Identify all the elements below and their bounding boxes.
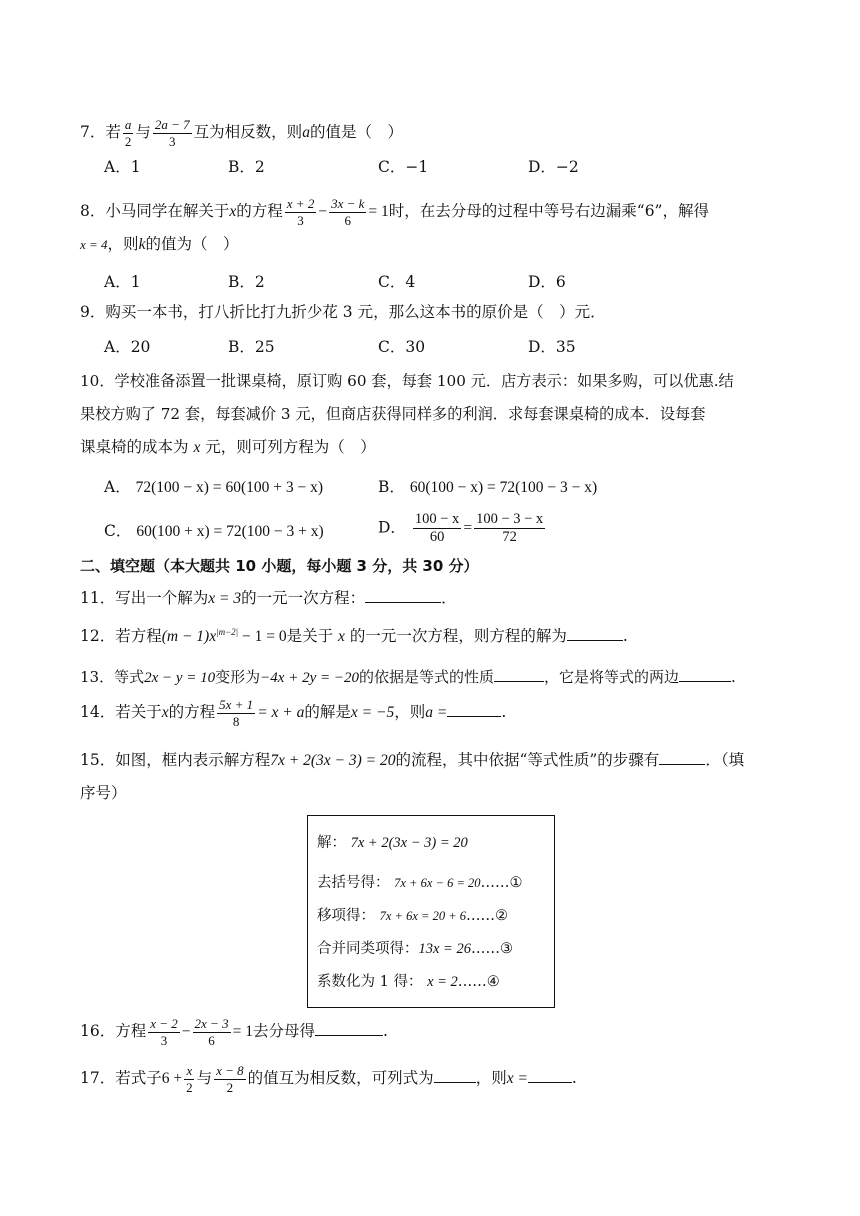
q10-option-a-label: A．: [104, 478, 131, 496]
q10-option-c: [104, 524, 324, 540]
question-11: [80, 588, 457, 607]
question-10-line2: 果校方购了 72 套，每套减价 3 元，但商店获得同样多的利润．求每套课桌椅的成本．设每套: [80, 405, 706, 423]
q17-answer-blank-2[interactable]: [528, 1068, 572, 1083]
q8-option-c: C．4: [378, 273, 416, 291]
q16-fraction-1: $\frac{x - 2}{3}$: [150, 1016, 178, 1048]
q10-line3-var: x: [193, 439, 201, 456]
q16-tail: 去分母得: [252, 1022, 315, 1041]
q12-lead: 12．若方程: [80, 627, 162, 645]
question-8-line2: [80, 237, 238, 253]
q17-lead: 17．若式子: [80, 1069, 162, 1088]
q15-line1-a: 15．如图，框内表示解方程: [80, 751, 271, 769]
q11-lead: 11．写出一个解为: [80, 589, 209, 607]
q12-answer-blank[interactable]: [567, 626, 623, 641]
question-17: [80, 1064, 577, 1094]
q8-line2-tail: ，则: [107, 235, 139, 253]
question-10-line1: 10．学校准备添置一批课桌椅，原订购 60 套，每套 100 元．店方表示：如果多购，可以优惠.结: [80, 372, 734, 390]
q16-eq: = 1: [232, 1023, 253, 1041]
q7-option-c: C．−1: [378, 158, 429, 176]
q14-fraction: $\frac{5x + 1}{8}$: [219, 697, 254, 729]
q17-six: 6 +: [161, 1070, 183, 1088]
box-line-5: [317, 975, 500, 990]
q12-eq: (m − 1)x: [161, 628, 217, 645]
question-16: [80, 1017, 388, 1047]
q14-tail: 的解是: [304, 703, 351, 722]
q7-var: a: [302, 124, 310, 142]
q13-end: .: [731, 668, 736, 686]
q14-var: x: [161, 704, 169, 722]
q12-tail2: 的一元一次方程，则方程的解为: [344, 627, 567, 645]
box-line-2-label: 去括号得：: [317, 875, 390, 891]
box-line-3-mark: ……②: [466, 908, 509, 924]
fraction-a-over-2: $\frac{a}{2}$: [124, 117, 132, 149]
box-line-5-mark: ……④: [457, 974, 500, 990]
q7-option-d: D．−2: [528, 158, 579, 176]
box-line-5-eq: x = 2: [427, 974, 458, 990]
q12-var: x: [338, 628, 345, 645]
q13-tail: 的依据是等式的性质: [358, 668, 494, 686]
q10-option-b: [378, 480, 597, 496]
question-9: 9．购买一本书，打八折比打九折少花 3 元，那么这本书的原价是（ ）元．: [80, 303, 606, 321]
box-line-3: [317, 909, 508, 924]
q17-fraction-1: $\frac{x}{2}$: [186, 1063, 193, 1095]
q8-solution: x = 4: [80, 237, 108, 252]
q8-var: x: [229, 203, 237, 221]
q15-line1-eq: 7x + 2(3x − 3) = 20: [270, 752, 396, 769]
q10-option-b-label: B．: [378, 478, 405, 496]
q10-option-b-eq: 60(100 − x) = 72(100 − 3 − x): [409, 479, 598, 496]
q15-line1-c: ．（填: [705, 751, 745, 769]
q8-option-b: B．2: [228, 273, 265, 291]
q10-option-a: [104, 480, 323, 496]
solution-process-box: [307, 815, 555, 1008]
box-line-3-eq: 7x + 6x = 20 + 6: [379, 909, 467, 923]
q13-mid: 变形为: [215, 668, 261, 686]
q17-tail: 的值互为相反数，可列式为: [247, 1069, 434, 1088]
question-13: [80, 667, 736, 686]
q11-answer-blank[interactable]: [365, 588, 441, 603]
q12-eq2: − 1 = 0: [238, 628, 287, 645]
q17-mid: 与: [196, 1069, 213, 1088]
q14-end: .: [501, 703, 507, 722]
q8-lead: 8．小马同学在解关于: [80, 202, 230, 221]
q10-option-c-label: C．: [104, 522, 132, 540]
box-line-1-label: 解：: [317, 835, 346, 851]
q9-option-a: A．20: [104, 338, 151, 356]
question-8: [80, 197, 709, 227]
q11-end: ．: [441, 589, 457, 607]
q13-eq2: −4x + 2y = −20: [260, 670, 359, 686]
q10-option-a-eq: 72(100 − x) = 60(100 + 3 − x): [135, 479, 324, 496]
q10-option-d-label: D．: [378, 518, 406, 537]
q12-exp: |m−2|: [216, 626, 239, 637]
q8-fraction-1: $\frac{x + 2}{3}$: [286, 196, 315, 228]
q15-line1-b: 的流程，其中依据“等式性质”的步骤有: [395, 751, 660, 769]
box-line-2-mark: ……①: [480, 875, 523, 891]
q16-answer-blank[interactable]: [315, 1021, 383, 1036]
q9-option-d: D．35: [528, 338, 576, 356]
q11-tail: 的一元一次方程：: [241, 589, 366, 607]
section-heading-fill-in: 二、填空题（本大题共 10 小题，每小题 3 分，共 30 分）: [80, 557, 479, 575]
q9-option-c: C．30: [378, 338, 426, 356]
q14-eq: = x + a: [257, 704, 305, 722]
question-7: [80, 118, 403, 148]
q12-tail: 是关于: [286, 627, 339, 645]
q16-fraction-2: $\frac{2x - 3}{6}$: [194, 1016, 229, 1048]
q14-sol: x = −5: [350, 704, 395, 722]
q8-minus: −: [318, 203, 328, 221]
q14-answer-blank[interactable]: [447, 702, 501, 717]
q15-answer-blank[interactable]: [659, 750, 705, 765]
q14-mid: 的方程: [168, 703, 216, 722]
box-line-4-eq: 13x = 26: [418, 941, 471, 957]
q8-line2-var: k: [138, 236, 146, 253]
q17-answer-blank-1[interactable]: [434, 1068, 476, 1083]
q14-tail2: ，则: [394, 703, 426, 722]
box-line-2-eq: 7x + 6x − 6 = 20: [394, 876, 481, 890]
box-line-1: [317, 836, 468, 851]
q8-tail: 时，在去分母的过程中等号右边漏乘“6”，解得: [388, 202, 709, 221]
q10-line3-a: 课桌椅的成本为: [80, 438, 194, 456]
q17-ans: x =: [506, 1070, 528, 1088]
q13-eq1: 2x − y = 10: [144, 670, 216, 686]
q12-end: .: [622, 627, 628, 645]
q7-tail2: 的值是（ ）: [309, 123, 403, 142]
q7-tail: 互为相反数，则: [193, 123, 303, 142]
q8-mid: 的方程: [236, 202, 283, 221]
question-14: [80, 698, 506, 728]
q16-lead: 16．方程: [80, 1022, 147, 1041]
q10-option-c-eq: 60(100 + x) = 72(100 − 3 + x): [136, 523, 324, 540]
box-line-5-label: 系数化为 1 得：: [317, 974, 423, 990]
q8-line2-end: 的值为（ ）: [145, 235, 239, 253]
q10-line3-b: 元，则可列方程为（ ）: [200, 438, 376, 456]
q13-mid2: ，它是将等式的两边: [544, 668, 680, 686]
box-line-3-label: 移项得：: [317, 908, 375, 924]
q8-fraction-2: $\frac{3x - k}{6}$: [331, 196, 365, 228]
box-line-4-mark: ……③: [470, 941, 513, 957]
q7-lead: 7．若: [80, 123, 121, 142]
q16-end: .: [382, 1022, 388, 1041]
box-line-2: [317, 876, 523, 891]
q10-option-d: [378, 512, 547, 545]
q10-d-fraction-1: $\frac{100 - x}{60}$: [414, 511, 460, 546]
q13-lead: 13．等式: [80, 668, 145, 686]
fraction-2a-7-over-3: $\frac{2a - 7}{3}$: [154, 117, 190, 149]
q10-d-fraction-2: $\frac{100 - 3 - x}{72}$: [476, 511, 544, 546]
q11-eq: x = 3: [208, 590, 242, 607]
q8-option-a: A．1: [104, 273, 141, 291]
question-12: [80, 626, 628, 645]
question-15-line2: 序号）: [80, 784, 127, 802]
q7-option-a: A．1: [104, 158, 141, 176]
q7-option-b: B．2: [228, 158, 265, 176]
q7-mid: 与: [135, 123, 151, 142]
box-line-1-eq: 7x + 2(3x − 3) = 20: [350, 835, 468, 851]
q10-d-eq: =: [463, 519, 473, 537]
q17-end: .: [571, 1069, 577, 1088]
box-line-4: [317, 942, 513, 957]
q13-answer-blank-1[interactable]: [494, 667, 544, 682]
q14-lead: 14．若关于: [80, 703, 162, 722]
question-10-line3: [80, 440, 376, 456]
box-line-4-label: 合并同类项得：: [317, 941, 419, 957]
q17-fraction-2: $\frac{x - 8}{2}$: [216, 1063, 244, 1095]
q9-option-b: B．25: [228, 338, 275, 356]
q17-mid2: ，则: [475, 1069, 507, 1088]
q8-option-d: D．6: [528, 273, 566, 291]
question-15-line1: [80, 750, 744, 769]
q16-minus: −: [181, 1023, 191, 1041]
q13-answer-blank-2[interactable]: [679, 667, 731, 682]
q8-eq: = 1: [368, 203, 389, 221]
q14-ans: a =: [425, 704, 448, 722]
